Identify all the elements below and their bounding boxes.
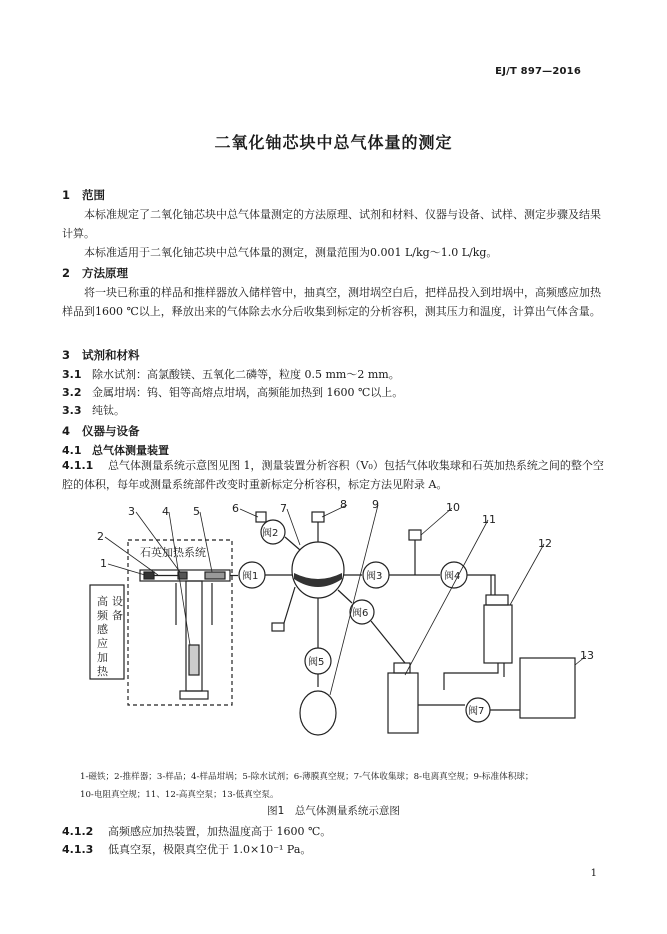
- figure-caption: 图1 总气体测量系统示意图: [267, 805, 400, 817]
- svg-text:阀1: 阀1: [242, 571, 259, 582]
- section-3-heading: 3 试剂和材料: [62, 348, 140, 362]
- svg-text:12: 12: [538, 537, 552, 550]
- svg-text:2: 2: [97, 530, 104, 543]
- svg-text:10: 10: [446, 501, 460, 514]
- svg-text:感: 感: [97, 623, 108, 636]
- low-vacuum-pump-13: [520, 658, 575, 718]
- item-3-2: 3.2 金属坩埚：钨、钼等高熔点坩埚，高频能加热到 1600 ℃以上。: [62, 386, 404, 399]
- svg-text:阀3: 阀3: [366, 571, 383, 582]
- item-4-1-3: 4.1.3 低真空泵，极限真空优于 1.0×10⁻¹ Pa。: [62, 843, 312, 856]
- section-2-heading: 2 方法原理: [62, 266, 128, 280]
- resistance-vacuum-gauge: [409, 530, 421, 540]
- document-title: 二氧化铀芯块中总气体量的测定: [214, 133, 453, 152]
- svg-text:阀4: 阀4: [444, 571, 461, 582]
- svg-text:13: 13: [580, 649, 594, 662]
- svg-text:热: 热: [97, 665, 108, 678]
- figure-legend-line-2: 10-电阻真空规；11、12-高真空泵；13-低真空泵。: [80, 790, 279, 800]
- item-3-1: 3.1 除水试剂：高氯酸镁、五氧化二磷等，粒度 0.5 mm～2 mm。: [62, 368, 400, 381]
- svg-text:11: 11: [482, 513, 496, 526]
- svg-text:频: 频: [97, 609, 108, 622]
- item-4-1-2: 4.1.2 高频感应加热装置，加热温度高于 1600 ℃。: [62, 825, 332, 838]
- svg-text:阀7: 阀7: [468, 706, 485, 717]
- section-1-paragraph-1: 本标准规定了二氧化铀芯块中总气体量测定的方法原理、试剂和材料、仪器与设备、试样、测定步骤及结果计算。: [62, 208, 601, 240]
- svg-text:设: 设: [112, 595, 123, 608]
- subsection-4-1-heading: 4.1 总气体测量装置: [62, 444, 169, 457]
- svg-text:3: 3: [128, 505, 135, 518]
- hf-heating-label: [97, 594, 109, 678]
- svg-text:阀6: 阀6: [352, 608, 369, 619]
- svg-text:阀2: 阀2: [262, 528, 279, 539]
- magnet: [144, 572, 154, 579]
- quartz-system-label: 石英加热系统: [140, 546, 206, 559]
- section-1-heading: 1 范围: [62, 188, 105, 202]
- crucible-base: [180, 691, 208, 699]
- svg-text:阀5: 阀5: [308, 657, 325, 668]
- svg-text:1: 1: [100, 557, 107, 570]
- svg-text:高: 高: [97, 595, 108, 608]
- page-number: 1: [590, 868, 597, 879]
- svg-text:9: 9: [372, 498, 379, 511]
- section-2-paragraph: 将一块已称重的样品和推样器放入储样管中，抽真空，测坩埚空白后，把样品投入到坩埚中，高频感应加热样品到1600 ℃以上，释放出来的气体除去水分后收集到标定的分析容积，测其压力和温度，计算出气体含量。: [62, 286, 601, 318]
- paragraph-4-1-1: 4.1.1 总气体测量系统示意图见图 1，测量装置分析容积（V₀）包括气体收集球和石英加热系统之间的整个空腔的体积，每年或测量系统部件改变时重新标定分析容积，标定方法见附录 A。: [62, 459, 604, 491]
- gas-collection-sphere: [292, 542, 344, 598]
- drying-reagent: [205, 572, 225, 579]
- svg-text:加: 加: [97, 651, 108, 664]
- high-vacuum-pump-11: [388, 673, 418, 733]
- svg-text:8: 8: [340, 498, 347, 511]
- svg-text:应: 应: [97, 637, 108, 650]
- svg-text:7: 7: [280, 502, 287, 515]
- sample-crucible: [189, 645, 199, 675]
- standard-number: EJ/T 897—2016: [495, 66, 581, 77]
- high-vacuum-pump-12: [484, 605, 512, 663]
- figure-1-system-diagram: [0, 495, 667, 765]
- item-3-3: 3.3 纯钛。: [62, 404, 125, 417]
- svg-text:6: 6: [232, 502, 239, 515]
- film-gauge-lower: [272, 623, 284, 631]
- standard-volume-sphere: [300, 691, 336, 735]
- svg-text:4: 4: [162, 505, 169, 518]
- svg-text:备: 备: [112, 609, 123, 622]
- figure-legend-line-1: 1-磁铁；2-推样器；3-样品；4-样品坩埚；5-除水试剂；6-薄膜真空规；7-气体收集球；8-电离真空规；9-标准体积球；: [80, 772, 534, 782]
- section-1-paragraph-2: 本标准适用于二氧化铀芯块中总气体量的测定，测量范围为0.001 L/kg～1.0 L/kg。: [84, 246, 498, 259]
- section-4-heading: 4 仪器与设备: [62, 424, 140, 438]
- svg-text:5: 5: [193, 505, 200, 518]
